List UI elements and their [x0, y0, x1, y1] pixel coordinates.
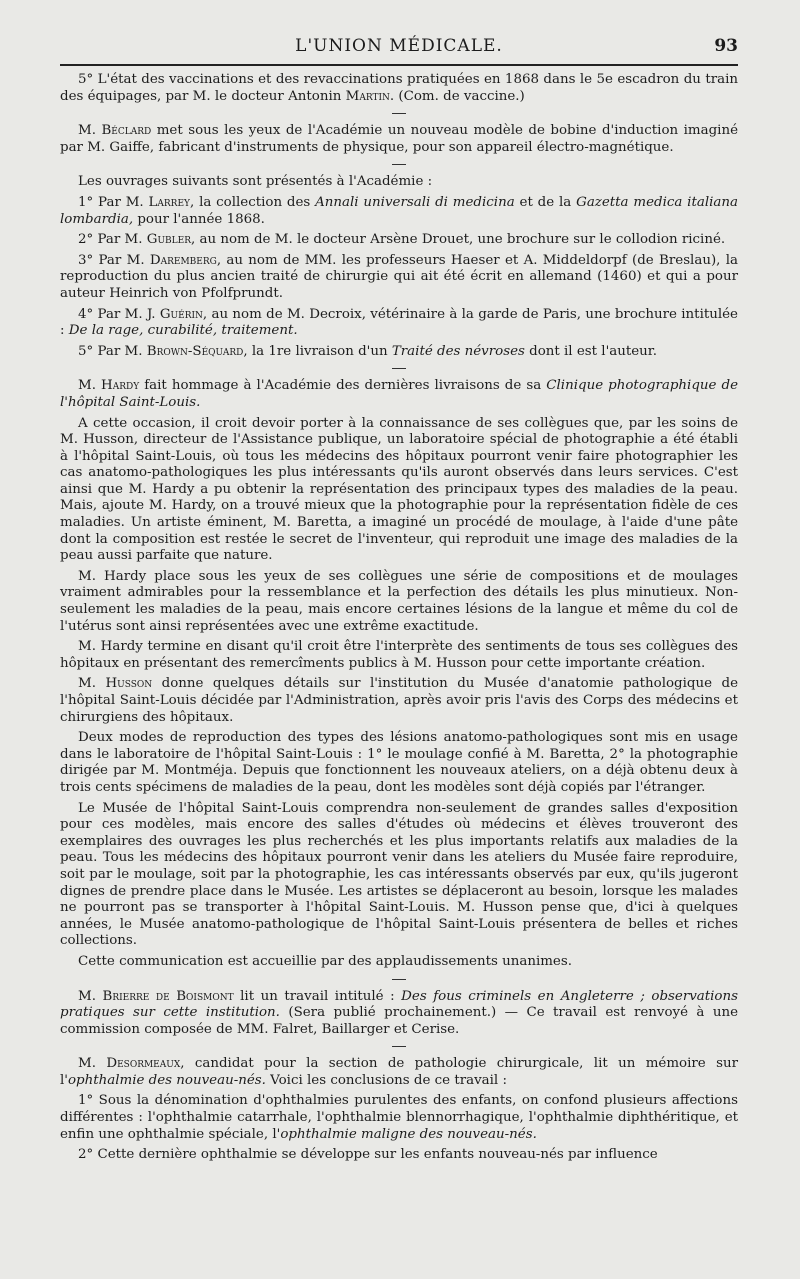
paragraph-brierre: M. Brierre de Boismont lit un travail intitulé : Des fous criminels en Angleterre ; observations pratiques sur cette institution. (Sera publié prochainement.) — Ce travail est renvoyé à une commission composée de MM. Falret, Baillarger et Cerise. — [60, 988, 738, 1037]
paragraph-hardy-remerciements: M. Hardy termine en disant qu'il croit être l'interprète des sentiments de tous ses collègues des hôpitaux en présentant des remercîments publics à M. Husson pour cette importante création. — [60, 639, 738, 671]
paragraph-ouvrages-intro: Les ouvrages suivants sont présentés à l'Académie : — [78, 174, 433, 190]
paragraph-daremberg: 3° Par M. Daremberg, au nom de MM. les professeurs Haeser et A. Middeldorpf (de Breslau), la reproduction du plus ancien traité de chirurgie qui ait été écrit en allemand (1460) et qui a pour auteur Heinrich von Pfolfprundt. — [60, 252, 738, 301]
paragraph-husson: M. Husson donne quelques détails sur l'institution du Musée d'anatomie pathologique de l'hôpital Saint-Louis décidée par l'Administration, après avoir pris l'avis des Corps des médecins et chirurgiens des hôpitaux. — [60, 676, 738, 725]
paragraph-guerin: 4° Par M. J. Guérin, au nom de M. Decroix, vétérinaire à la garde de Paris, une brochure intitulée : De la rage, curabilité, traitement. — [60, 306, 738, 339]
brochure-title: De la rage, curabilité, traitement. — [68, 323, 298, 339]
paragraph-desormeaux: M. Desormeaux, candidat pour la section de pathologie chirurgicale, lit un mémoire sur l'ophthalmie des nouveau-nés. Voici les conclusions de ce travail : — [60, 1056, 738, 1088]
disease-name: ophthalmie maligne des nouveau-nés. — [280, 1126, 537, 1142]
author-name: Béclard — [101, 123, 152, 139]
author-name: Gubler — [146, 232, 191, 248]
author-name: Brierre de Boismont — [102, 988, 234, 1004]
paragraph-modes-reproduction: Deux modes de reproduction des types des lésions anatomo-pathologiques sont mis en usage dans le laboratoire de l'hôpital Saint-Louis : 1° le moulage confié à M. Baretta, 2° la photographie dirigée par M. Montméja. Depuis que fonctionnent les nouveaux ateliers, on a déjà obtenu deux à trois cents spécimens de maladies de la peau, dont les modèles sont déjà copiés par l'étranger. — [60, 730, 738, 795]
author-name: Guérin — [159, 306, 203, 322]
paragraph-applaudissements: Cette communication est accueillie par des applaudissements unanimes. — [78, 953, 572, 969]
author-name: Husson — [105, 676, 153, 692]
paragraph-gubler: 2° Par M. Gubler, au nom de M. le docteur Arsène Drouet, une brochure sur le collodion riciné. — [78, 232, 726, 248]
work-title: Des fous criminels en Angleterre ; observations pratiques sur cette institution. — [60, 988, 738, 1021]
memoir-title: ophthalmie des nouveau-nés. — [67, 1072, 266, 1088]
separator-dash — [60, 364, 738, 374]
author-name: Hardy — [101, 378, 140, 394]
separator-dash — [60, 975, 738, 985]
paragraph-brown-sequard: 5° Par M. Brown-Séquard, la 1re livraison d'un Traité des névroses dont il est l'auteur. — [78, 343, 657, 359]
author-name: Larrey — [148, 194, 190, 210]
separator-dash — [60, 109, 738, 119]
author-name: Brown-Séquard — [146, 343, 244, 359]
journal-title: Annali universali di medicina — [315, 194, 515, 210]
book-title: Clinique photographique de l'hôpital Saint-Louis. — [60, 378, 738, 410]
journal-title: Gazetta medica italiana lombardia, — [60, 194, 738, 227]
paragraph-larrey: 1° Par M. Larrey, la collection des Annali universali di medicina et de la Gazetta medica italiana lombardia, pour l'année 1868. — [60, 194, 738, 227]
book-title: Traité des névroses — [391, 343, 525, 359]
paragraph-beclard: M. Béclard met sous les yeux de l'Académie un nouveau modèle de bobine d'induction imaginé par M. Gaiffe, fabricant d'instruments de physique, pour son appareil électro-magnétique. — [60, 123, 739, 155]
paragraph-musee: Le Musée de l'hôpital Saint-Louis comprendra non-seulement de grandes salles d'exposition pour ces modèles, mais encore des salles d'études où médecins et élèves trouveront des exemplaires des ouvrages les plus recherchés et les plus importants relatifs aux maladies de la peau. Tous les médecins des hôpitaux pourront venir dans les ateliers du Musée faire reproduire, soit par le moulage, soit par la photographie, les cas intéressants observés par eux, qu'ils jugeront dignes de prendre place dans le Musée. Les artistes se déplaceront au besoin, lorsque les malades ne pourront pas se transporter à l'hôpital Saint-Louis. M. Husson pense que, d'ici à quelques années, le Musée anatomo-pathologique de l'hôpital Saint-Louis présentera de belles et riches collections. — [60, 800, 738, 949]
paragraph-vaccinations: 5° L'état des vaccinations et des revaccinations pratiquées en 1868 dans le 5e escadron du train des équipages, par M. le docteur Antonin Martin. (Com. de vaccine.) — [60, 72, 738, 104]
header-rule — [60, 64, 738, 66]
paragraph-conclusion-2: 2° Cette dernière ophthalmie se développe sur les enfants nouveau-nés par influence — [78, 1147, 658, 1163]
page-number: 93 — [714, 36, 738, 56]
author-name: Daremberg — [149, 252, 217, 268]
separator-dash — [60, 160, 738, 170]
paragraph-hardy: M. Hardy fait hommage à l'Académie des dernières livraisons de sa Clinique photographique de l'hôpital Saint-Louis. — [60, 378, 738, 410]
author-name: Desormeaux — [106, 1056, 181, 1072]
page-header — [60, 30, 738, 64]
separator-dash — [60, 1042, 738, 1052]
article-body — [60, 72, 738, 1164]
paragraph-hardy-moulages: M. Hardy place sous les yeux de ses collègues une série de compositions et de moulages vraiment admirables pour la ressemblance et la perfection des détails les plus minutieux. Non-seulement les maladies de la peau, mais encore certaines lésions de la langue et même du col de l'utérus sont ainsi représentées avec une extrême exactitude. — [60, 568, 738, 634]
author-name: Martin — [345, 88, 390, 104]
running-title: L'UNION MÉDICALE. — [295, 36, 503, 56]
paragraph-hardy-laboratoire: A cette occasion, il croit devoir porter à la connaissance de ses collègues que, par les soins de M. Husson, directeur de l'Assistance publique, un laboratoire spécial de photographie a été établi à l'hôpital Saint-Louis, où tous les médecins des hôpitaux pourront venir faire photographier les cas anatomo-pathologiques les plus intéressants qu'ils auront observés dans leurs services. C'est ainsi que M. Hardy a pu obtenir la représentation des principaux types des maladies de la peau. Mais, ajoute M. Hardy, on a trouvé mieux que la photographie pour la représentation fidèle de ces maladies. Un artiste éminent, M. Baretta, a imaginé un procédé de moulage, à l'aide d'une pâte dont la composition est restée le secret de l'inventeur, qui reproduit une image des maladies de la peau aussi parfaite que nature. — [60, 415, 738, 564]
paragraph-conclusion-1: 1° Sous la dénomination d'ophthalmies purulentes des enfants, on confond plusieurs affections différentes : l'ophthalmie catarrhale, l'ophthalmie blennorrhagique, l'ophthalmie diphthéritique, et enfin une ophthalmie spéciale, l'ophthalmie maligne des nouveau-nés. — [60, 1093, 738, 1142]
